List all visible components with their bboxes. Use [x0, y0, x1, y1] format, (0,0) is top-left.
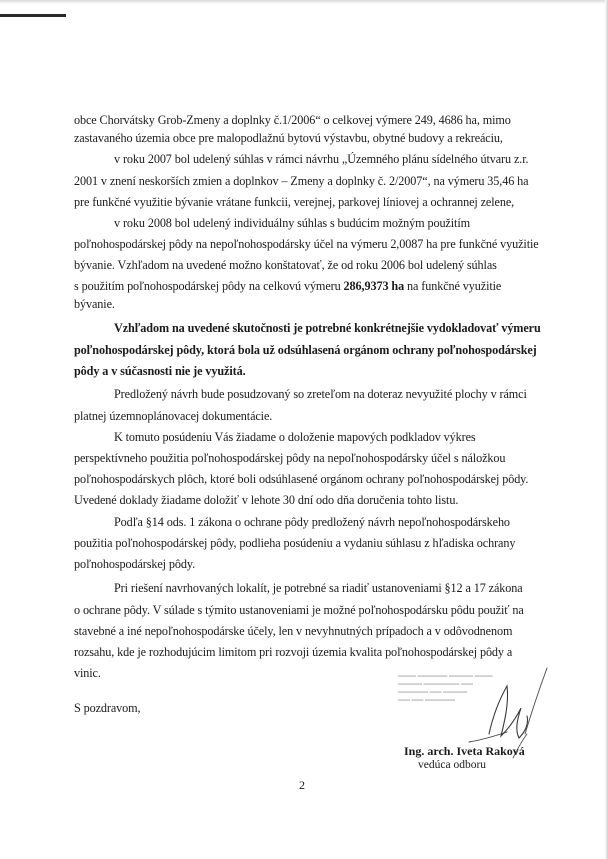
text-line: bývanie. Vzhľadom na uvedené možno konštatovať, že od roku 2006 bol udelený súhlas: [74, 258, 497, 272]
bold-line: pôdy a v súčasnosti nie je využitá.: [74, 364, 246, 378]
text-line: o ochrane pôdy. V súlade s týmito ustanoveniami je možné poľnohospodársku pôdu použiť na: [74, 603, 524, 617]
text-segment: s použitím poľnohospodárskej pôdy na celkovú výmeru: [74, 279, 341, 293]
bold-line: poľnohospodárskej pôdy, ktorá bola už odsúhlasená orgánom ochrany poľnohospodárskej: [74, 343, 537, 357]
text-line: pre funkčné využitie bývanie vrátane funkcii, verejnej, parkovej líniovej a ochrannej zelene,: [74, 195, 515, 209]
text-line: poľnohospodárskej pôdy.: [74, 557, 196, 571]
text-line: v roku 2007 bol udelený súhlas v rámci návrhu „Územného plánu sídelného útvaru z.r.: [114, 152, 529, 166]
text-line: v roku 2008 bol udelený individuálny súhlas s budúcim možným použitím: [114, 216, 470, 230]
closing-greeting: S pozdravom,: [74, 701, 141, 715]
text-line: [74, 279, 501, 294]
signatory-name: Ing. arch. Iveta Raková: [404, 744, 525, 758]
page-number: 2: [299, 778, 305, 792]
text-line: vinic.: [74, 666, 101, 680]
text-line: bývanie.: [74, 297, 115, 311]
bold-line: Vzhľadom na uvedené skutočnosti je potrebné konkrétnejšie vydokladovať výmeru: [114, 321, 541, 335]
text-line: rozsahu, kde je rozhodujúcim limitom pri rozvoji územia kvalita poľnohospodárskej pôdy a: [74, 645, 513, 659]
text-line: obce Chorvátsky Grob-Zmeny a doplnky č.1/2006“ o celkovej výmere 249, 4686 ha, mimo: [74, 113, 511, 127]
text-line: poľnohospodárskej pôdy na nepoľnohospodársky účel na výmeru 2,0087 ha pre funkčné využitie: [74, 237, 539, 251]
faded-stamp: ▬▬▬ ▬▬▬▬▬ ▬▬▬▬ ▬▬▬ ▬▬▬▬ ▬▬▬▬▬▬ ▬▬ ▬▬▬▬▬ ▬▬ ▬▬▬▬ ▬▬ ▬▬ ▬▬▬▬▬: [398, 673, 493, 703]
text-line: perspektívneho použitia poľnohospodárskej pôdy na nepoľnohospodársky účel s náložkou: [74, 451, 506, 465]
scan-edge: [0, 0, 608, 4]
text-line: použitia poľnohospodárskej pôdy, podlieha posúdeniu a vydaniu súhlasu z hľadiska ochrany: [74, 536, 516, 550]
top-mark: [0, 14, 66, 17]
text-line: Predložený návrh bude posudzovaný so zreteľom na doteraz nevyužité plochy v rámci: [114, 387, 527, 401]
text-line: Pri riešení navrhovaných lokalít, je potrebné sa riadiť ustanoveniami §12 a 17 zákona: [114, 581, 523, 595]
text-line: Uvedené doklady žiadame doložiť v lehote 30 dní odo dňa doručenia tohto listu.: [74, 493, 459, 507]
text-line: platnej územnoplánovacej dokumentácie.: [74, 409, 273, 423]
text-line: zastavaného územia obce pre malopodlažnú bytovú výstavbu, obytné budovy a rekreáciu,: [74, 131, 503, 145]
text-line: poľnohospodárskych plôch, ktoré boli odsúhlasené orgánom ochrany poľnohospodárskej pôdy.: [74, 472, 529, 486]
signatory-role: vedúca odboru: [418, 759, 487, 771]
text-line: Podľa §14 ods. 1 zákona o ochrane pôdy predložený návrh nepoľnohospodárskeho: [114, 515, 510, 529]
text-line: K tomuto posúdeniu Vás žiadame o doloženie mapových podkladov výkres: [114, 430, 476, 444]
text-segment: na funkčné využitie: [404, 279, 502, 293]
text-line: stavebné a iné nepoľnohospodárske účely, len v nevyhnutných prípadoch a v odôvodnenom: [74, 624, 513, 638]
total-area-value: 286,9373 ha: [343, 279, 405, 293]
text-line: 2001 v znení neskorších zmien a doplnkov – Zmeny a doplnky č. 2/2007“, na výmeru 35,46 ha: [74, 174, 529, 188]
